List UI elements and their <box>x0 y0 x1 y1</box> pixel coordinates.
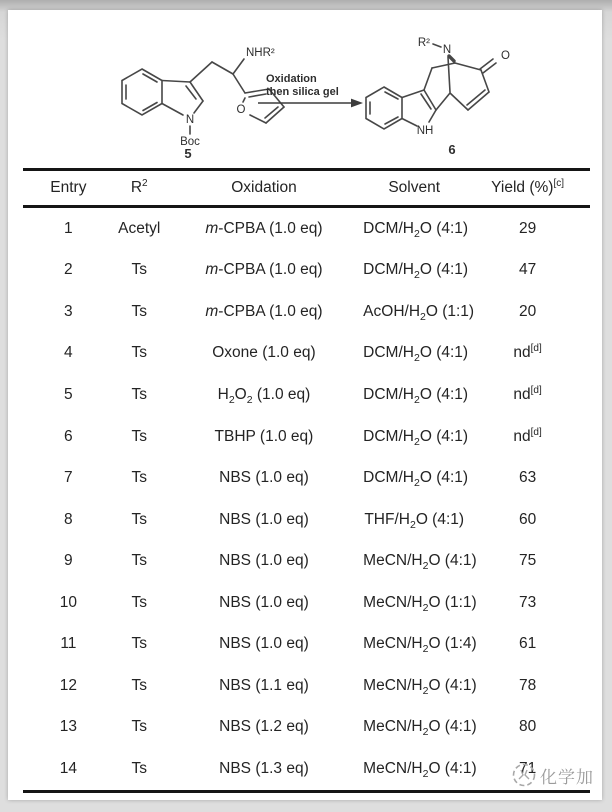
cell-entry: 11 <box>60 635 77 653</box>
cell-oxidation: NBS (1.3 eq) <box>219 759 309 777</box>
cell-oxidation: NBS (1.0 eq) <box>219 552 309 570</box>
cell-r2: Ts <box>131 427 147 445</box>
table-row <box>23 374 590 416</box>
header-r2: $R^2$ <box>130 177 148 196</box>
cell-yield: 29 <box>518 219 537 237</box>
cell-yield: 80 <box>518 718 537 736</box>
table-row <box>23 748 590 790</box>
cell-r2: Ts <box>131 261 147 279</box>
cell-solvent: DCM/$H_2O$ (4:1) <box>363 469 469 490</box>
watermark-text: 化学加 <box>540 767 594 787</box>
page <box>8 10 602 800</box>
product-o-label: O <box>501 50 510 62</box>
cell-oxidation: NBS (1.0 eq) <box>219 510 309 528</box>
cell-r2: Ts <box>131 676 147 694</box>
cell-entry: 4 <box>64 344 73 362</box>
table-row <box>23 457 590 499</box>
cell-r2: Ts <box>131 593 147 611</box>
cell-solvent: DCM/$H_2O$ (4:1) <box>363 385 469 407</box>
cell-yield: 63 <box>518 469 537 487</box>
cell-yield: 75 <box>518 552 537 570</box>
cell-r2: Acetyl <box>118 219 161 237</box>
cell-solvent: MeCN/$H_2O$ (4:1) <box>363 718 477 739</box>
cell-entry: 14 <box>59 759 77 777</box>
cell-entry: 2 <box>64 261 73 279</box>
cell-solvent: THF/$H_2O$ (4:1) <box>364 510 465 531</box>
product-r2-label: R² <box>417 37 430 49</box>
cell-oxidation: NBS (1.0 eq) <box>219 593 309 611</box>
header-entry: Entry <box>50 179 87 196</box>
cell-yield: 61 <box>518 635 537 653</box>
product-number: 6 <box>448 142 456 157</box>
cell-solvent: MeCN/$H_2O$ (1:4) <box>363 635 477 656</box>
reactant-n-label: N <box>185 114 195 126</box>
reaction-arrow-icon <box>256 95 366 111</box>
cell-solvent: MeCN/$H_2O$ (1:1) <box>363 593 477 614</box>
cell-entry: 10 <box>59 593 77 611</box>
cell-solvent: DCM/$H_2O$ (4:1) <box>363 427 469 448</box>
cell-solvent: MeCN/$H_2O$ (4:1) <box>363 676 477 697</box>
cell-oxidation: m-CPBA (1.0 eq) <box>205 219 323 237</box>
table-row <box>23 416 590 458</box>
cell-oxidation: NBS (1.0 eq) <box>219 635 309 653</box>
table-row <box>23 582 590 624</box>
cell-solvent: DCM/$H_2O$ (4:1) <box>363 261 469 282</box>
table-body <box>23 208 590 790</box>
header-yield: Yield (%)[c] <box>491 177 565 196</box>
cell-oxidation: Oxone (1.0 eq) <box>212 344 316 362</box>
cell-entry: 7 <box>64 469 73 487</box>
cell-solvent: MeCN/$H_2O$ (4:1) <box>363 552 477 573</box>
cell-r2: Ts <box>131 635 147 653</box>
table-row <box>23 623 590 665</box>
cell-r2: Ts <box>131 552 147 570</box>
reactant-boc-label: Boc <box>180 136 200 148</box>
cell-r2: Ts <box>131 302 147 320</box>
cell-solvent: AcOH/$H_2O$ (1:1) <box>363 302 475 323</box>
table-row <box>23 707 590 749</box>
reactant-furan-o-label: O <box>236 104 246 116</box>
cell-yield: nd[d] <box>513 426 542 445</box>
table-header-row <box>23 171 590 208</box>
cell-r2: Ts <box>131 718 147 736</box>
cell-oxidation: $H_2O_2$ (1.0 eq) <box>217 385 311 407</box>
table-row <box>23 333 590 375</box>
cell-yield: 20 <box>518 302 537 320</box>
cell-entry: 6 <box>64 427 73 445</box>
cell-yield: 71 <box>518 759 537 777</box>
reactant-nhr2-label: NHR² <box>246 47 275 59</box>
cell-yield: 60 <box>518 510 537 528</box>
table-row <box>23 250 590 292</box>
product-structure-6 <box>360 30 535 160</box>
product-n-label: N <box>442 44 452 56</box>
cell-yield: nd[d] <box>513 343 542 362</box>
cell-solvent: DCM/$H_2O$ (4:1) <box>363 344 469 365</box>
condition-line-1: Oxidation <box>266 73 317 85</box>
table-row <box>23 499 590 541</box>
cell-oxidation: NBS (1.2 eq) <box>219 718 309 736</box>
cell-r2: Ts <box>131 469 147 487</box>
condition-line-2: then silica gel <box>266 86 339 98</box>
header-solvent: Solvent <box>388 179 441 196</box>
table-row <box>23 291 590 333</box>
table-row <box>23 540 590 582</box>
header-oxidation: Oxidation <box>231 179 297 196</box>
table-row <box>23 208 590 250</box>
cell-r2: Ts <box>131 344 147 362</box>
cell-entry: 3 <box>64 302 73 320</box>
cell-oxidation: m-CPBA (1.0 eq) <box>205 302 323 320</box>
cell-entry: 13 <box>59 718 77 736</box>
cell-oxidation: TBHP (1.0 eq) <box>214 427 314 445</box>
cell-oxidation: m-CPBA (1.0 eq) <box>205 261 323 279</box>
cell-solvent: DCM/$H_2O$ (4:1) <box>363 219 469 240</box>
cell-solvent: MeCN/$H_2O$ (4:1) <box>363 759 477 780</box>
cell-entry: 8 <box>64 510 73 528</box>
cell-yield: 73 <box>518 593 537 611</box>
cell-yield: 78 <box>518 676 537 694</box>
cell-r2: Ts <box>131 385 147 403</box>
cell-yield: 47 <box>518 261 537 279</box>
cell-entry: 1 <box>64 219 73 237</box>
optimization-table <box>23 168 590 793</box>
cell-oxidation: NBS (1.0 eq) <box>219 469 309 487</box>
cell-yield: nd[d] <box>513 384 542 403</box>
reaction-scheme <box>8 10 602 168</box>
cell-entry: 5 <box>64 385 73 403</box>
product-nh-label: NH <box>416 125 434 137</box>
cell-entry: 12 <box>59 676 77 694</box>
table-row <box>23 665 590 707</box>
cell-r2: Ts <box>131 759 147 777</box>
reactant-number: 5 <box>184 146 192 161</box>
cell-oxidation: NBS (1.1 eq) <box>219 676 309 694</box>
cell-r2: Ts <box>131 510 147 528</box>
cell-entry: 9 <box>64 552 73 570</box>
